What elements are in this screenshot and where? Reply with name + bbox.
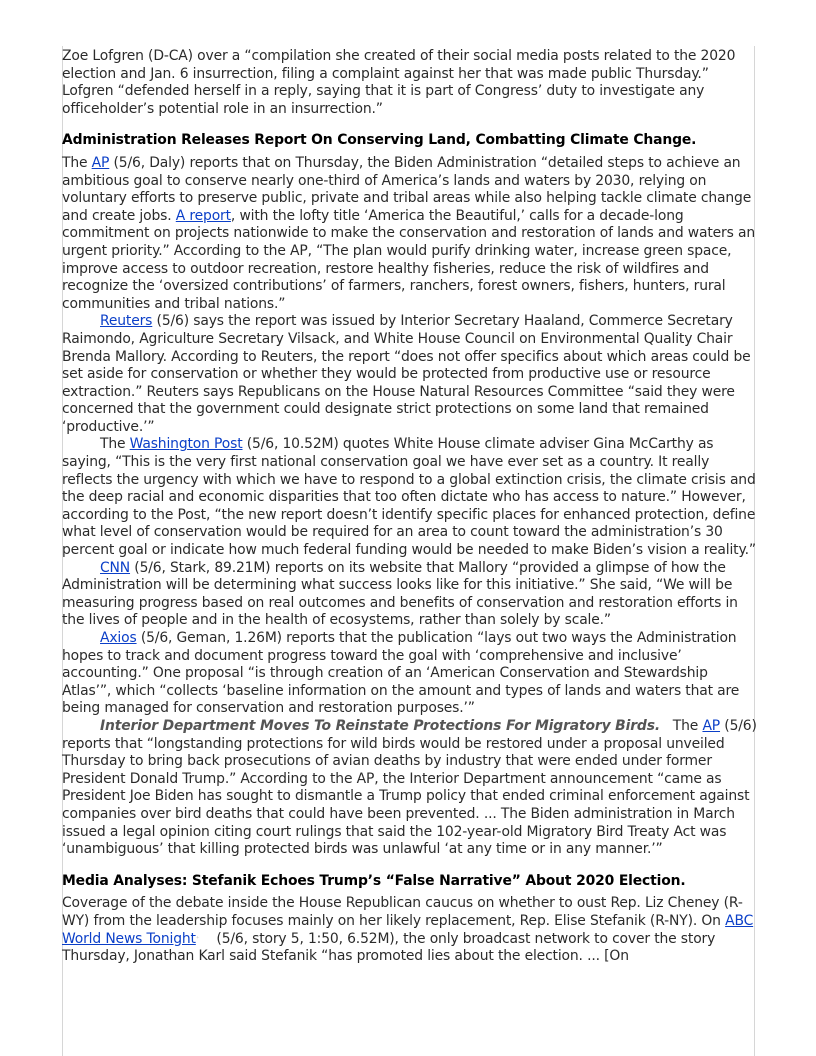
cnn-link[interactable]: CNN	[100, 559, 131, 576]
section-heading-conservation: Administration Releases Report On Conserving Land, Combatting Climate Change.	[62, 132, 697, 149]
migratory-birds-subhead: Interior Department Moves To Reinstate Protections For Migratory Birds.	[100, 717, 660, 734]
ap-birds-link[interactable]: AP	[702, 717, 721, 734]
axios-link[interactable]: Axios	[100, 630, 137, 646]
report-link[interactable]: A report	[175, 207, 231, 224]
conservation-paragraph-axios: Axios (5/6, Geman, 1.26M) reports that the publication “lays out two ways the Administration hopes to track and document progress toward the goal with ‘comprehensive and inclusive’ accounting.” One proposal “is through creation of an ‘American Conservation and Stewardship Atlas’”, which “collects ‘baseline information on the amount and types of lands and waters that are being managed for conservation and restoration purposes.’”	[62, 630, 740, 717]
abc-world-news-link[interactable]: ABC World News Tonight	[62, 912, 754, 947]
washington-post-link[interactable]: Washington Post	[129, 436, 243, 453]
stefanik-paragraph: Coverage of the debate inside the House Republican caucus on whether to oust Rep. Liz Cheney (R-WY) from the leadership focuses mainly on her likely replacement, Rep. Elise Stefanik (R-NY). On ABC World News Tonight⁺ (5/6, story 5, 1:50, 6.52M), the only broadcast network to cover the story Thursday, Jonathan Karl said Stefanik “has promoted lies about the election. ... [On	[62, 895, 754, 965]
conservation-paragraph-ap: The AP (5/6, Daly) reports that on Thursday, the Biden Administration “detailed steps to achieve an ambitious goal to conserve nearly one-third of America’s lands and waters by 2030, relying on voluntary efforts to preserve public, private and tribal areas while also helping tackle climate change and create jobs. A report, with the lofty title ‘America the Beautiful,’ calls for a decade-long commitment on projects nationwide to make the conservation and restoration of lands and waters an urgent priority.” According to the AP, “The plan would purify drinking water, increase green space, improve access to outdoor recreation, restore healthy fisheries, reduce the risk of wildfires and recognize the ‘oversized contributions’ of farmers, ranchers, forest owners, fishers, hunters, rural communities and tribal nations.”	[62, 154, 755, 312]
intro-paragraph: Zoe Lofgren (D-CA) over a “compilation she created of their social media posts related to the 2020 election and Jan. 6 insurrection, filing a complaint against her that was made public Thursday.” Lofgren “defended herself in a reply, saying that it is part of Congress’ duty to investigate any officeholder’s potential role in an insurrection.”	[62, 48, 736, 117]
migratory-birds-paragraph: Interior Department Moves To Reinstate Protections For Migratory Birds. The AP (5/6) reports that “longstanding protections for wild birds would be restored under a proposal unveiled Thursday to bring back prosecutions of avian deaths by industry that were ended under former President Donald Trump.” According to the AP, the Interior Department announcement “came as President Joe Biden has sought to dismantle a Trump policy that ended criminal enforcement against companies over bird deaths that could have been prevented. ... The Biden administration in March issued a legal opinion citing court rulings that said the 102-year-old Migratory Bird Treaty Act was ‘unambiguous’ that killing protected birds was unlawful ‘at any time or in any manner.’”	[62, 717, 757, 858]
conservation-paragraph-cnn: CNN (5/6, Stark, 89.21M) reports on its website that Mallory “provided a glimpse of how the Administration will be determining what success looks like for this initiative.” She said, “We will be measuring progress based on real outcomes and benefits of conservation and restoration efforts in the lives of people and in the health of ecosystems, rather than solely by scale.”	[62, 559, 738, 629]
reuters-link[interactable]: Reuters	[100, 313, 153, 330]
document-body	[62, 48, 758, 966]
media-marker-icon: ⁺	[195, 934, 200, 943]
conservation-paragraph-wapo: The Washington Post (5/6, 10.52M) quotes White House climate adviser Gina McCarthy as saying, “This is the very first national conservation goal we have ever set as a country. It really reflects the urgency with which we have to respond to a global extinction crisis, the climate crisis and the deep racial and economic disparities that too often dictate who has access to nature.” However, according to the Post, “the new report doesn’t identify specific places for enhanced protection, define what level of conservation would be required for an area to count toward the administration’s 30 percent goal or indicate how much federal funding would be needed to make Biden’s vision a reality.”	[62, 436, 756, 559]
ap-link[interactable]: AP	[91, 154, 110, 171]
section-heading-stefanik: Media Analyses: Stefanik Echoes Trump’s “False Narrative” About 2020 Election.	[62, 872, 686, 889]
conservation-paragraph-reuters: Reuters (5/6) says the report was issued by Interior Secretary Haaland, Commerce Secretary Raimondo, Agriculture Secretary Vilsack, and White House Council on Environmental Quality Chair Brenda Mallory. According to Reuters, the report “does not offer specifics about which areas could be set aside for conservation or whether they would be protected from productive use or resource extraction.” Reuters says Republicans on the House Natural Resources Committee “said they were concerned that the government could designate strict protections on some land that remained ‘productive.’”	[62, 313, 751, 435]
